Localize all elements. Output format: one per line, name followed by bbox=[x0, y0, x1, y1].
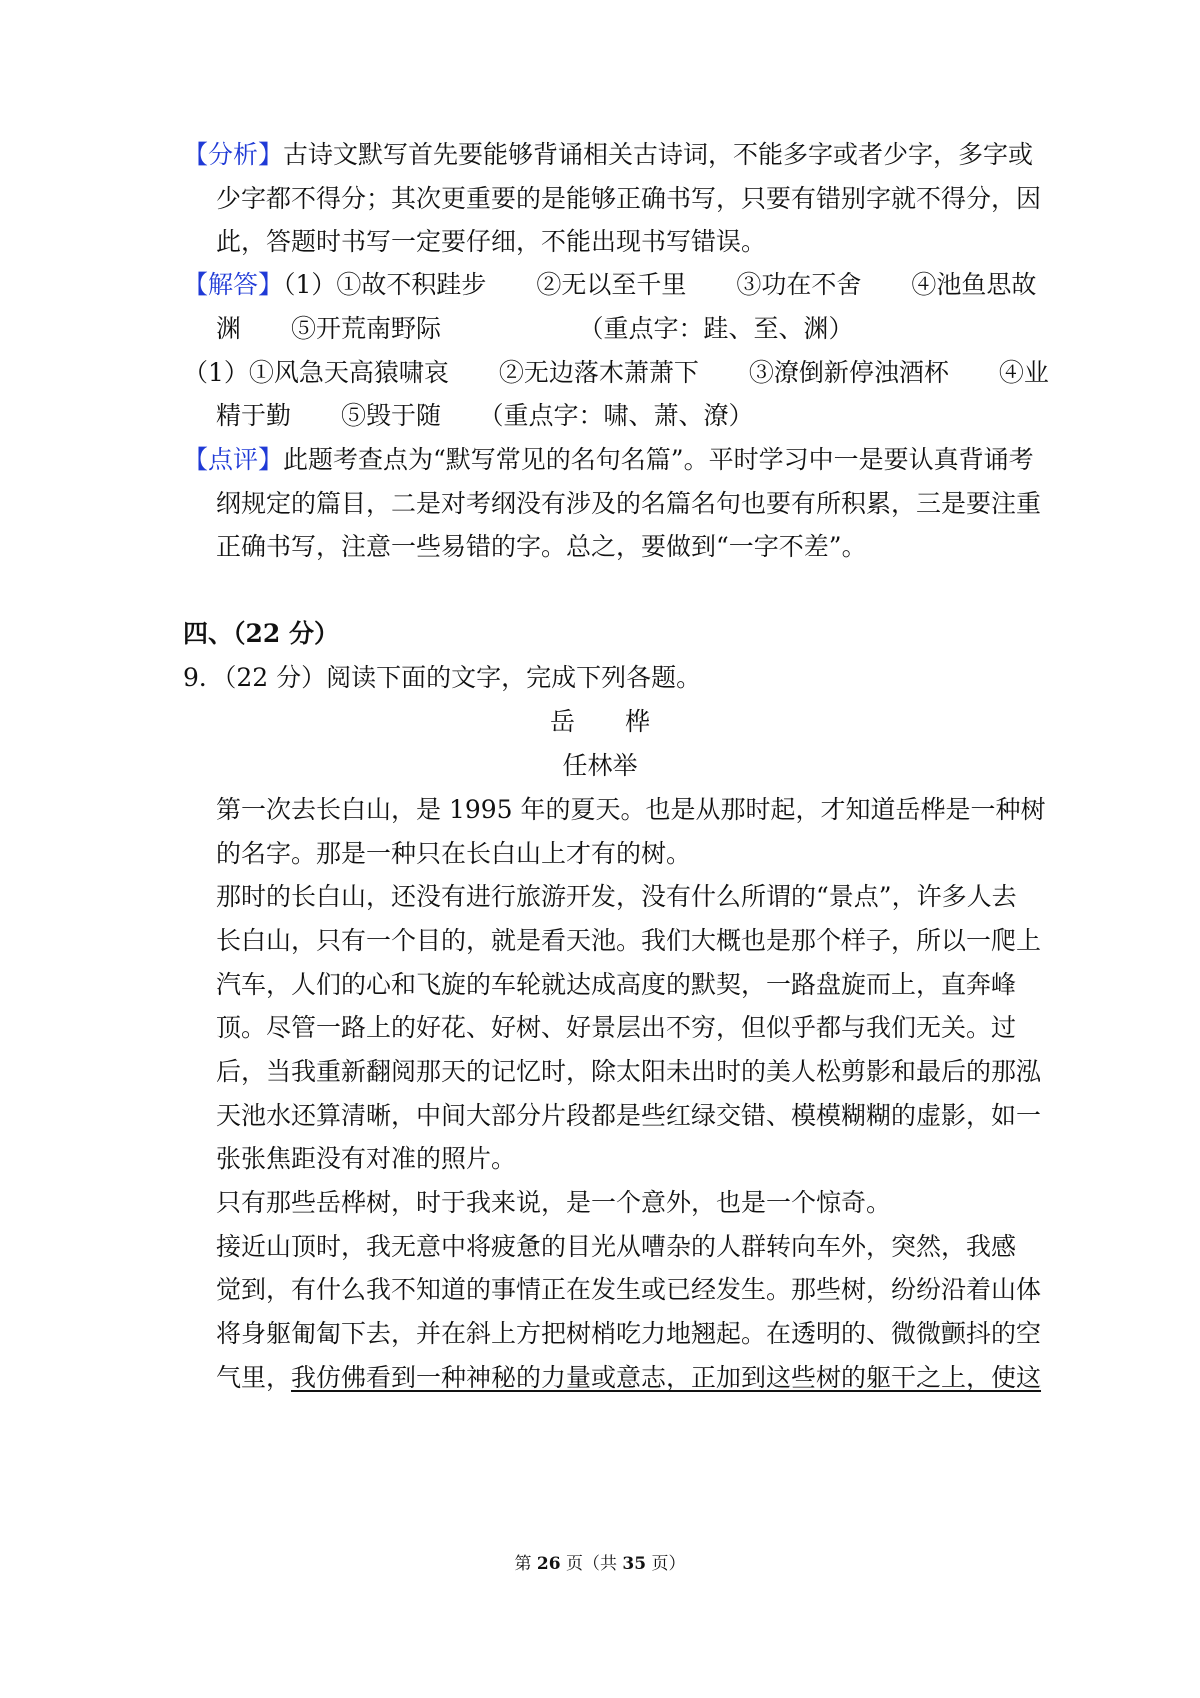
comment-line-3: 正确书写，注意一些易错的字。总之，要做到“一字不差”。 bbox=[216, 532, 867, 561]
comment-line-2: 纲规定的篇目，二是对考纲没有涉及的名篇名句也要有所积累，三是要注重 bbox=[216, 489, 1042, 518]
article-line-3: 那时的长白山，还没有进行旅游开发，没有什么所谓的“景点”，许多人去 bbox=[216, 882, 1017, 911]
analysis-line-2: 少字都不得分；其次更重要的是能够正确书写，只要有错别字就不得分，因 bbox=[216, 184, 1042, 213]
section-heading: 四、（22 分） bbox=[183, 619, 339, 648]
analysis-tag: 【分析】 bbox=[183, 140, 284, 169]
answer-tag: 【解答】 bbox=[183, 270, 284, 299]
article-line-8: 天池水还算清晰，中间大部分片段都是些红绿交错、模模糊糊的虚影，如一 bbox=[216, 1101, 1042, 1130]
article-line-1: 第一次去长白山，是 1995 年的夏天。也是从那时起，才知道岳桦是一种树 bbox=[216, 795, 1046, 824]
article-line-9: 张张焦距没有对准的照片。 bbox=[216, 1144, 517, 1173]
total-pages: 35 bbox=[622, 1554, 647, 1574]
answer-line-3: （1）①风急天高猿啸哀 ②无边落木萧萧下 ③潦倒新停浊酒杯 ④业 bbox=[183, 358, 1049, 387]
analysis-text-1: 古诗文默写首先要能够背诵相关古诗词，不能多字或者少字，多字或 bbox=[283, 140, 1034, 169]
answer-line-2: 渊 ⑤开荒南野际 （重点字：跬、至、渊） bbox=[216, 314, 854, 343]
article-line-12: 觉到，有什么我不知道的事情正在发生或已经发生。那些树，纷纷沿着山体 bbox=[216, 1275, 1042, 1304]
comment-tag: 【点评】 bbox=[183, 445, 284, 474]
article-line-14-plain: 气里， bbox=[216, 1363, 292, 1392]
article-line-11: 接近山顶时，我无意中将疲惫的目光从嘈杂的人群转向车外，突然，我感 bbox=[216, 1232, 1017, 1261]
page-number: 26 bbox=[536, 1554, 561, 1574]
article-line-14 bbox=[216, 1361, 1041, 1395]
article-line-2: 的名字。那是一种只在长白山上才有的树。 bbox=[216, 839, 692, 868]
page-footer bbox=[0, 1552, 1200, 1576]
question-line: 9．（22 分）阅读下面的文字，完成下列各题。 bbox=[183, 663, 702, 692]
footer-prefix: 第 bbox=[514, 1554, 537, 1574]
article-line-4: 长白山，只有一个目的，就是看天池。我们大概也是那个样子，所以一爬上 bbox=[216, 926, 1042, 955]
article-line-10: 只有那些岳桦树，时于我来说，是一个意外，也是一个惊奇。 bbox=[216, 1188, 892, 1217]
article-title: 岳 桦 bbox=[549, 707, 650, 736]
comment-text-1: 此题考查点为“默写常见的名句名篇”。平时学习中一是要认真背诵考 bbox=[283, 445, 1034, 474]
footer-suffix: 页） bbox=[646, 1554, 686, 1574]
answer-line-1 bbox=[183, 268, 1036, 302]
article-author: 任林举 bbox=[562, 751, 638, 780]
article-line-13: 将身躯匍匐下去，并在斜上方把树梢吃力地翘起。在透明的、微微颤抖的空 bbox=[216, 1319, 1042, 1348]
footer-middle: 页（共 bbox=[560, 1554, 623, 1574]
analysis-line-1 bbox=[183, 138, 1033, 172]
answer-line-4: 精于勤 ⑤毁于随 （重点字：啸、萧、潦） bbox=[216, 401, 754, 430]
answer-text-1: （1）①故不积跬步 ②无以至千里 ③功在不舍 ④池鱼思故 bbox=[283, 270, 1037, 299]
article-line-6: 顶。尽管一路上的好花、好树、好景层出不穷，但似乎都与我们无关。过 bbox=[216, 1013, 1017, 1042]
article-line-5: 汽车，人们的心和飞旋的车轮就达成高度的默契，一路盘旋而上，直奔峰 bbox=[216, 970, 1017, 999]
comment-line-1 bbox=[183, 443, 1034, 477]
underlined-sentence: 我仿佛看到一种神秘的力量或意志，正加到这些树的躯干之上，使这 bbox=[291, 1363, 1042, 1392]
analysis-line-3: 此，答题时书写一定要仔细，不能出现书写错误。 bbox=[216, 227, 767, 256]
article-line-7: 后，当我重新翻阅那天的记忆时，除太阳未出时的美人松剪影和最后的那泓 bbox=[216, 1057, 1042, 1086]
